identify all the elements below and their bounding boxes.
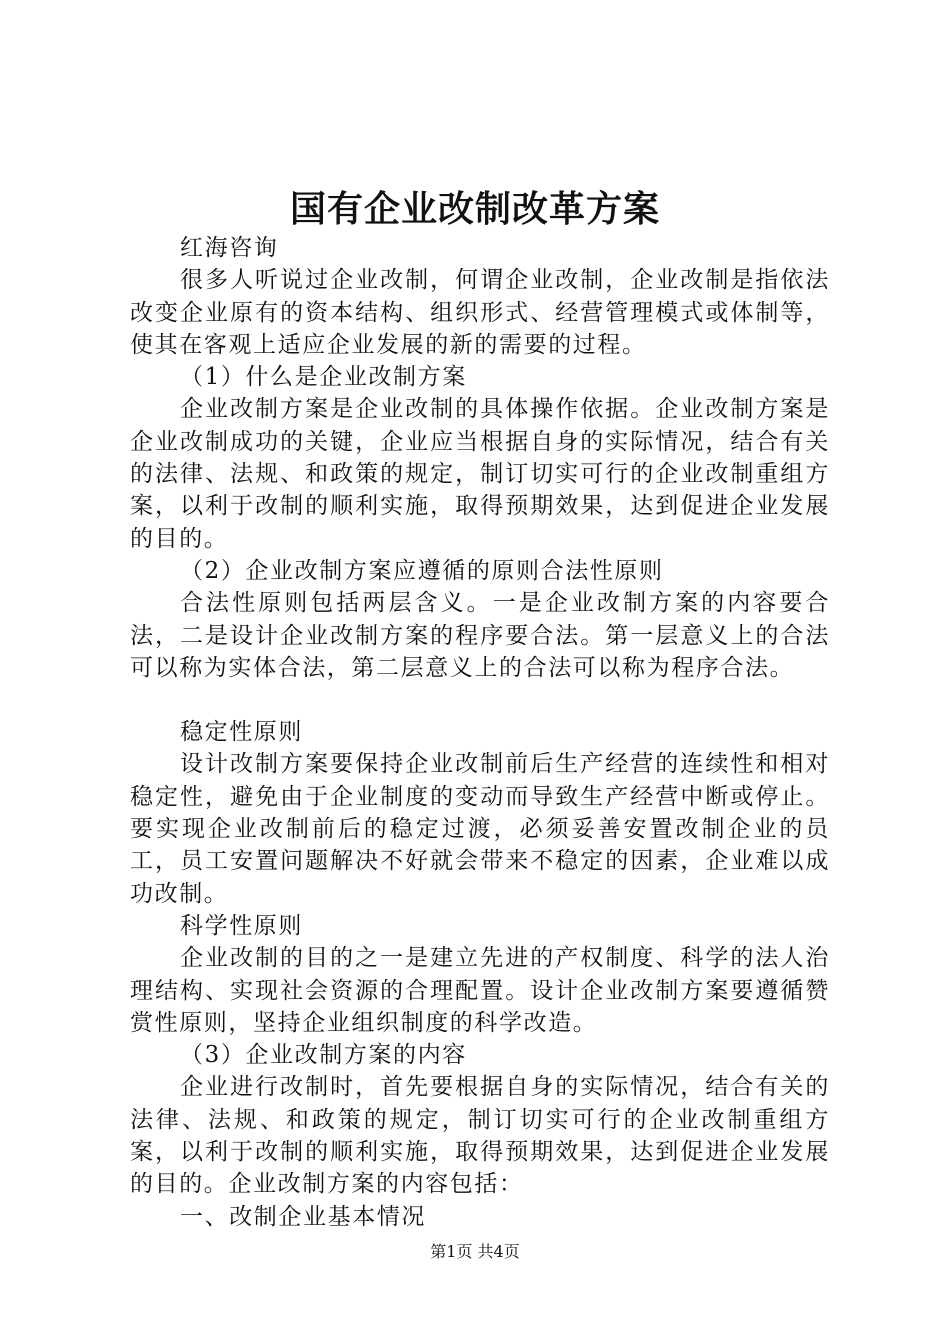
content-paragraph: 企业进行改制时，首先要根据自身的实际情况，结合有关的法律、法规、和政策的规定，制订切实可行的企业改制重组方案，以利于改制的顺利实施，取得预期效果，达到促进企业发展的目的。企业改制方案的内容包括： — [130, 1074, 830, 1198]
science-heading: 科学性原则 — [180, 912, 303, 939]
blank-line — [130, 684, 830, 716]
stability-heading: 稳定性原则 — [180, 719, 303, 746]
science-paragraph: 企业改制的目的之一是建立先进的产权制度、科学的法人治理结构、实现社会资源的合理配置。设计企业改制方案要遵循赞赏性原则，坚持企业组织制度的科学改造。 — [130, 945, 830, 1036]
list-item-1: 一、改制企业基本情况 — [180, 1203, 426, 1230]
section-paragraph-1: 企业改制方案是企业改制的具体操作依据。企业改制方案是企业改制成功的关键，企业应当根据自身的实际情况，结合有关的法律、法规、和政策的规定，制订切实可行的企业改制重组方案，以利于改制的顺利实施，取得预期效果，达到促进企业发展的目的。 — [130, 396, 830, 552]
author-line: 红海咨询 — [180, 235, 279, 261]
page-footer: 第1页 共4页 — [430, 1242, 520, 1261]
legality-paragraph: 合法性原则包括两层含义。一是企业改制方案的内容要合法，二是设计企业改制方案的程序要合法。第一层意义上的合法可以称为实体合法，第二层意义上的合法可以称为程序合法。 — [130, 590, 830, 681]
section-heading-1: （1）什么是企业改制方案 — [180, 364, 467, 391]
intro-paragraph: 很多人听说过企业改制，何谓企业改制，企业改制是指依法改变企业原有的资本结构、组织形式、经营管理模式或体制等，使其在客观上适应企业发展的新的需要的过程。 — [130, 267, 830, 358]
section-heading-2: （2）企业改制方案应遵循的原则合法性原则 — [180, 557, 664, 584]
stability-paragraph: 设计改制方案要保持企业改制前后生产经营的连续性和相对稳定性，避免由于企业制度的变动而导致生产经营中断或停止。要实现企业改制前后的稳定过渡，必须妥善安置改制企业的员工，员工安置问题解决不好就会带来不稳定的因素，企业难以成功改制。 — [130, 751, 830, 907]
section-heading-3: （3）企业改制方案的内容 — [180, 1042, 467, 1069]
document-body — [130, 232, 830, 1233]
document-title: 国有企业改制改革方案 — [289, 188, 660, 230]
